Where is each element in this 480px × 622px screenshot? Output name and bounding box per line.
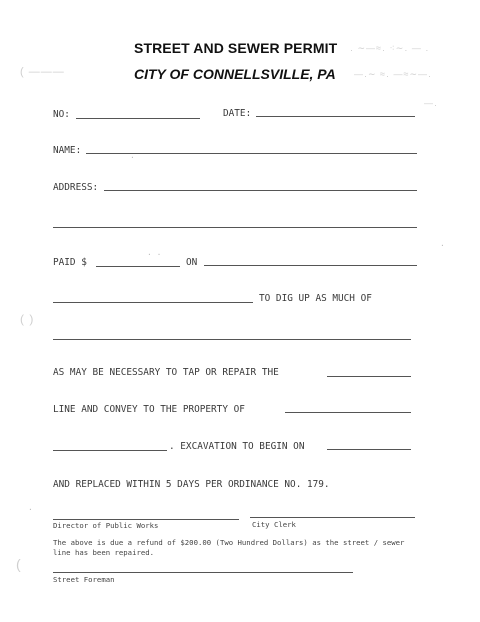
tap-repair-text: AS MAY BE NECESSARY TO TAP OR REPAIR THE <box>53 367 279 378</box>
dig-up-text: TO DIG UP AS MUCH OF <box>259 293 372 304</box>
excavation-date-field[interactable] <box>327 449 411 450</box>
bleed-through-mark: ( <box>16 556 22 572</box>
bleed-through-mark: ( ) <box>20 312 35 326</box>
refund-note: The above is due a refund of $200.00 (Two Hundred Dollars) as the street / sewer line has been repaired. <box>53 538 405 557</box>
address-label: ADDRESS: <box>53 182 99 193</box>
scan-speck: · <box>440 241 445 250</box>
line-type-field[interactable] <box>327 376 411 377</box>
paid-amount-field[interactable] <box>96 266 180 267</box>
no-field[interactable] <box>76 118 200 119</box>
bleed-through-mark: ( ——— <box>20 66 65 78</box>
paid-label: PAID $ <box>53 257 87 268</box>
bleed-through-mark: —․ <box>424 98 439 108</box>
dig-location-field[interactable] <box>53 302 253 303</box>
paid-date-field[interactable] <box>204 265 417 266</box>
date-label: DATE: <box>223 108 252 119</box>
director-signature-line[interactable] <box>53 519 239 520</box>
property-owner-field-2[interactable] <box>53 450 167 451</box>
scan-speck: · <box>28 505 33 514</box>
scan-speck: · · <box>147 250 162 259</box>
excavation-text: . EXCAVATION TO BEGIN ON <box>169 441 305 452</box>
no-label: NO: <box>53 109 70 120</box>
address-field[interactable] <box>104 190 417 191</box>
foreman-label: Street Foreman <box>53 575 115 584</box>
property-owner-field[interactable] <box>285 412 411 413</box>
clerk-label: City Clerk <box>252 520 296 529</box>
address-field-line-2[interactable] <box>53 227 417 228</box>
bleed-through-mark: —․∼ ≈․ —≈∼—․ <box>354 69 432 79</box>
name-field[interactable] <box>86 153 417 154</box>
form-subtitle: CITY OF CONNELLSVILLE, PA <box>134 66 336 82</box>
foreman-signature-line[interactable] <box>53 572 353 573</box>
clerk-signature-line[interactable] <box>250 517 415 518</box>
replaced-text: AND REPLACED WITHIN 5 DAYS PER ORDINANCE NO. 179. <box>53 479 330 490</box>
scan-speck: · <box>130 153 135 162</box>
bleed-through-mark: ․ ∼—≈․ ⁖∼․ — ․ <box>350 43 430 53</box>
dig-extent-field[interactable] <box>53 339 411 340</box>
convey-text: LINE AND CONVEY TO THE PROPERTY OF <box>53 404 245 415</box>
name-label: NAME: <box>53 145 82 156</box>
form-title: STREET AND SEWER PERMIT <box>134 40 338 56</box>
date-field[interactable] <box>256 116 415 117</box>
director-label: Director of Public Works <box>53 521 159 530</box>
on-label: ON <box>186 257 198 268</box>
